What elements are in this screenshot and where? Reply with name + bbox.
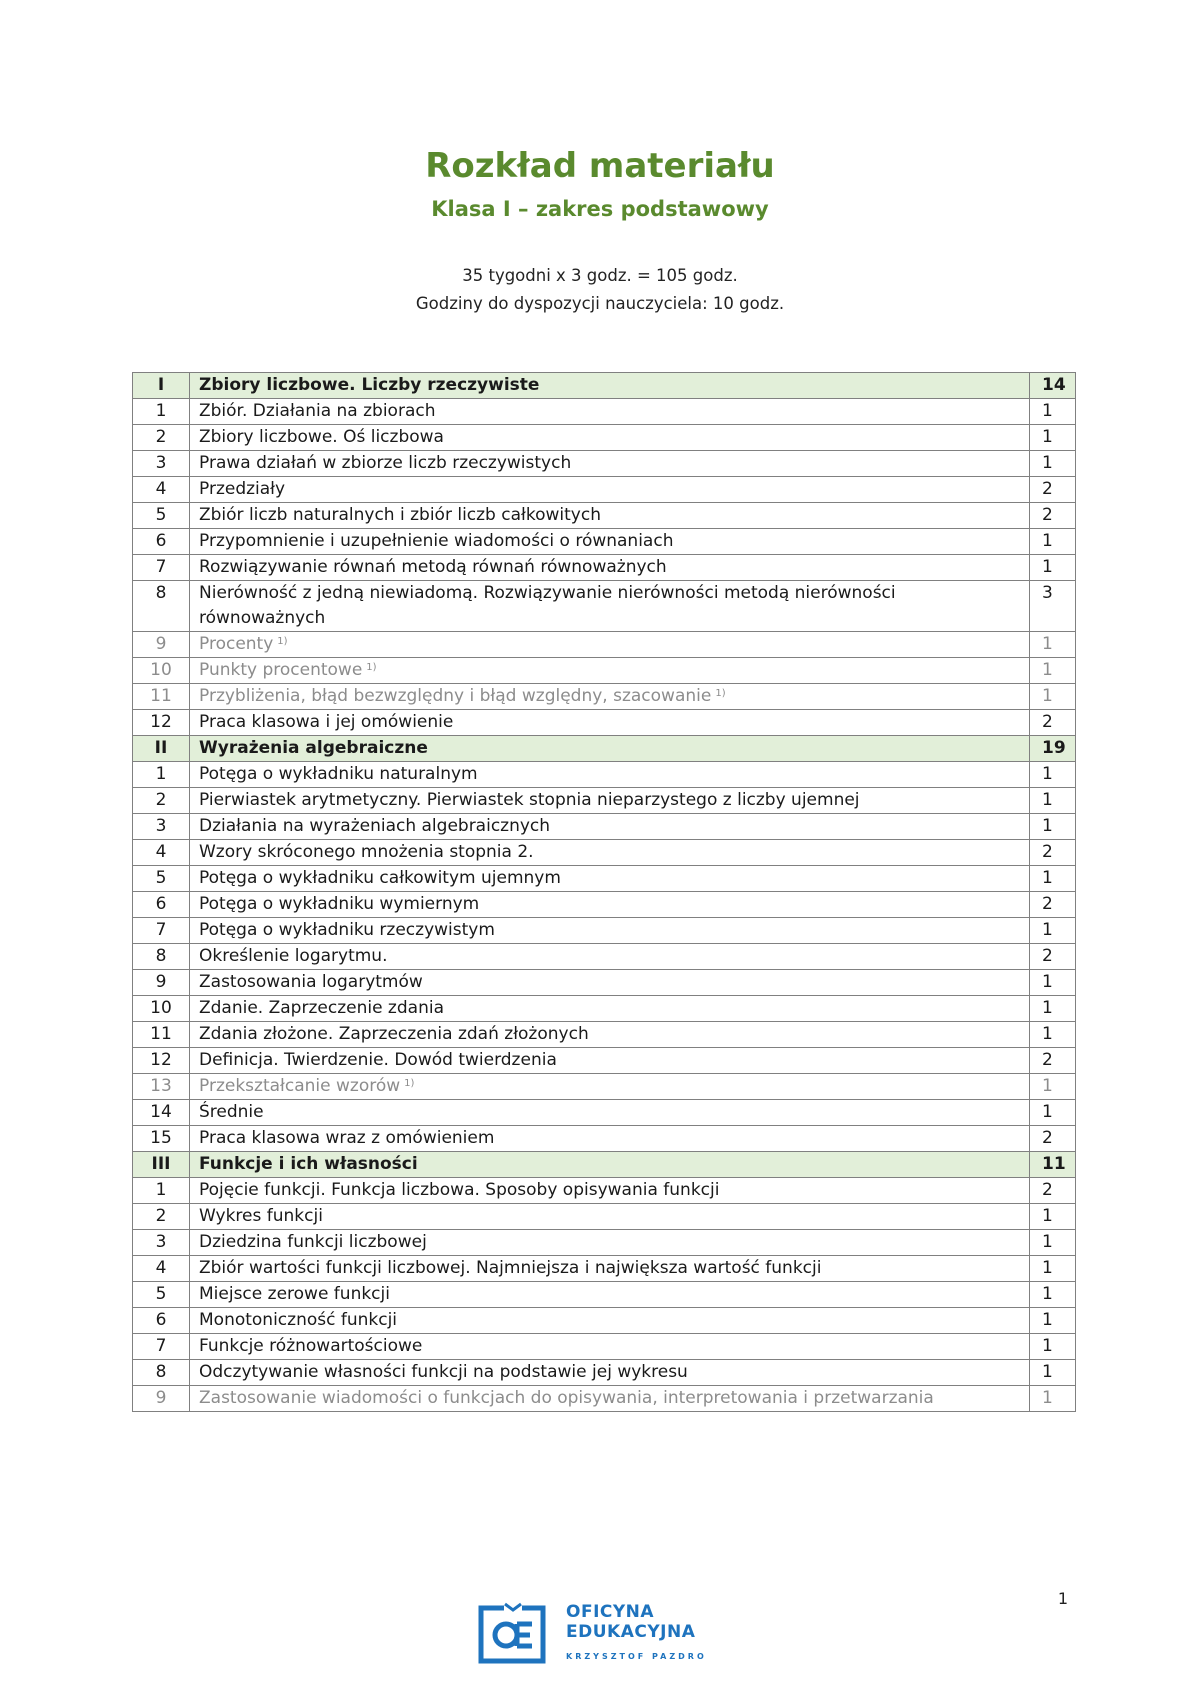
lesson-hours: 2: [1030, 840, 1076, 866]
table-row: [133, 684, 1076, 710]
lesson-hours: 1: [1030, 555, 1076, 581]
lesson-topic-cell: [190, 1282, 1030, 1308]
lesson-hours: 1: [1030, 762, 1076, 788]
table-row: [133, 503, 1076, 529]
lesson-topic: Przybliżenia, błąd bezwzględny i błąd względny, szacowanie: [199, 686, 712, 706]
lesson-number: 2: [133, 425, 190, 451]
lesson-topic: Dziedzina funkcji liczbowej: [199, 1232, 427, 1252]
lesson-topic: Miejsce zerowe funkcji: [199, 1284, 390, 1304]
table-row: [133, 529, 1076, 555]
table-row: [133, 1074, 1076, 1100]
lesson-number: 7: [133, 918, 190, 944]
table-row: [133, 1126, 1076, 1152]
lesson-hours: 1: [1030, 1100, 1076, 1126]
lesson-hours: 1: [1030, 970, 1076, 996]
lesson-number: 10: [133, 658, 190, 684]
lesson-topic: Działania na wyrażeniach algebraicznych: [199, 816, 551, 836]
lesson-topic-cell: [190, 918, 1030, 944]
lesson-number: 6: [133, 529, 190, 555]
table-row: [133, 944, 1076, 970]
lesson-topic-cell: [190, 1204, 1030, 1230]
table-row: [133, 451, 1076, 477]
lesson-topic-cell: [190, 1256, 1030, 1282]
lesson-hours: 1: [1030, 425, 1076, 451]
table-row: [133, 1334, 1076, 1360]
lesson-topic: Wzory skróconego mnożenia stopnia 2.: [199, 842, 534, 862]
table-row: [133, 918, 1076, 944]
lesson-topic: Nierówność z jedną niewiadomą. Rozwiązywanie nierówności metodą nierówności równoważnych: [199, 583, 896, 628]
lesson-number: 2: [133, 788, 190, 814]
table-row: [133, 814, 1076, 840]
table-row: [133, 1256, 1076, 1282]
lesson-topic: Monotoniczność funkcji: [199, 1310, 398, 1330]
lesson-hours: 1: [1030, 1204, 1076, 1230]
table-row: [133, 581, 1076, 632]
lesson-number: 3: [133, 814, 190, 840]
lesson-hours: 1: [1030, 1074, 1076, 1100]
page-subtitle: Klasa I – zakres podstawowy: [431, 197, 769, 221]
section-title: Wyrażenia algebraiczne: [190, 736, 1030, 762]
lesson-topic: Przedziały: [199, 479, 286, 499]
lesson-number: 1: [133, 399, 190, 425]
lesson-topic: Wykres funkcji: [199, 1206, 323, 1226]
lesson-topic-cell: [190, 944, 1030, 970]
table-row: [133, 892, 1076, 918]
lesson-topic-cell: [190, 632, 1030, 658]
lesson-topic-cell: [190, 451, 1030, 477]
table-row: [133, 658, 1076, 684]
oe-monogram-logo-icon: [478, 1600, 548, 1664]
lesson-number: 1: [133, 1178, 190, 1204]
lesson-hours: 2: [1030, 944, 1076, 970]
lesson-number: 9: [133, 970, 190, 996]
lesson-topic: Definicja. Twierdzenie. Dowód twierdzenia: [199, 1050, 557, 1070]
section-header-row: [133, 736, 1076, 762]
lesson-topic-cell: [190, 840, 1030, 866]
lesson-topic-cell: [190, 425, 1030, 451]
lesson-number: 9: [133, 1386, 190, 1412]
lesson-topic: Odczytywanie własności funkcji na podstawie jej wykresu: [199, 1362, 688, 1382]
lesson-topic-cell: [190, 1126, 1030, 1152]
lesson-number: 9: [133, 632, 190, 658]
table-row: [133, 1282, 1076, 1308]
lesson-number: 4: [133, 1256, 190, 1282]
lesson-topic-cell: [190, 1308, 1030, 1334]
lesson-topic-cell: [190, 477, 1030, 503]
lesson-topic: Pojęcie funkcji. Funkcja liczbowa. Sposoby opisywania funkcji: [199, 1180, 720, 1200]
lesson-topic: Zdanie. Zaprzeczenie zdania: [199, 998, 444, 1018]
page-number: 1: [1057, 1589, 1068, 1608]
lesson-topic-cell: [190, 658, 1030, 684]
lesson-topic: Zastosowanie wiadomości o funkcjach do opisywania, interpretowania i przetwarzania: [199, 1388, 934, 1408]
lesson-hours: 1: [1030, 529, 1076, 555]
lesson-topic-cell: [190, 710, 1030, 736]
lesson-hours: 1: [1030, 788, 1076, 814]
lesson-topic-cell: [190, 970, 1030, 996]
lesson-number: 14: [133, 1100, 190, 1126]
lesson-number: 3: [133, 1230, 190, 1256]
table-row: [133, 996, 1076, 1022]
table-row: [133, 632, 1076, 658]
lesson-topic-cell: [190, 788, 1030, 814]
footnote-marker: 1): [715, 688, 726, 699]
lesson-number: 8: [133, 944, 190, 970]
lesson-topic: Potęga o wykładniku całkowitym ujemnym: [199, 868, 561, 888]
lesson-topic: Zbiory liczbowe. Oś liczbowa: [199, 427, 444, 447]
lesson-number: 7: [133, 555, 190, 581]
lesson-hours: 2: [1030, 1048, 1076, 1074]
lesson-topic: Praca klasowa wraz z omówieniem: [199, 1128, 495, 1148]
section-title: Funkcje i ich własności: [190, 1152, 1030, 1178]
lesson-hours: 1: [1030, 866, 1076, 892]
lesson-hours: 1: [1030, 814, 1076, 840]
logo-text-line2: EDUKACYJNA: [566, 1622, 696, 1642]
lesson-number: 4: [133, 477, 190, 503]
lesson-hours: 1: [1030, 1022, 1076, 1048]
lesson-topic: Prawa działań w zbiorze liczb rzeczywistych: [199, 453, 572, 473]
lesson-number: 8: [133, 581, 190, 632]
lesson-topic-cell: [190, 866, 1030, 892]
lesson-number: 5: [133, 1282, 190, 1308]
lesson-hours: 2: [1030, 503, 1076, 529]
lesson-number: 12: [133, 1048, 190, 1074]
lesson-hours: 2: [1030, 1126, 1076, 1152]
lesson-topic: Punkty procentowe: [199, 660, 363, 680]
lesson-topic-cell: [190, 399, 1030, 425]
lesson-number: 2: [133, 1204, 190, 1230]
lesson-hours: 2: [1030, 477, 1076, 503]
publisher-logo: [478, 1600, 718, 1670]
section-number: I: [133, 373, 190, 399]
table-row: [133, 1204, 1076, 1230]
table-row: [133, 970, 1076, 996]
table-row: [133, 555, 1076, 581]
footnote-marker: 1): [277, 636, 288, 647]
footnote-marker: 1): [366, 662, 377, 673]
lesson-hours: 1: [1030, 632, 1076, 658]
table-row: [133, 1048, 1076, 1074]
lesson-topic-cell: [190, 1386, 1030, 1412]
lesson-hours: 3: [1030, 581, 1076, 632]
lesson-number: 4: [133, 840, 190, 866]
footnote-marker: 1): [404, 1078, 415, 1089]
lesson-topic-cell: [190, 581, 1030, 632]
lesson-number: 11: [133, 1022, 190, 1048]
section-number: II: [133, 736, 190, 762]
lesson-topic: Zastosowania logarytmów: [199, 972, 423, 992]
lesson-topic-cell: [190, 892, 1030, 918]
lesson-hours: 1: [1030, 1282, 1076, 1308]
logo-author: KRZYSZTOF PAZDRO: [566, 1652, 707, 1661]
lesson-topic-cell: [190, 1022, 1030, 1048]
lesson-number: 12: [133, 710, 190, 736]
lesson-hours: 1: [1030, 1386, 1076, 1412]
page-title: Rozkład materiału: [425, 146, 775, 186]
lesson-number: 10: [133, 996, 190, 1022]
section-header-row: [133, 373, 1076, 399]
lesson-hours: 1: [1030, 658, 1076, 684]
lesson-hours: 1: [1030, 996, 1076, 1022]
lesson-topic-cell: [190, 814, 1030, 840]
table-row: [133, 1022, 1076, 1048]
lesson-topic-cell: [190, 1360, 1030, 1386]
lesson-topic: Przypomnienie i uzupełnienie wiadomości o równaniach: [199, 531, 674, 551]
lesson-number: 7: [133, 1334, 190, 1360]
lesson-number: 1: [133, 762, 190, 788]
section-hours: 11: [1030, 1152, 1076, 1178]
section-number: III: [133, 1152, 190, 1178]
lesson-number: 5: [133, 503, 190, 529]
lesson-topic: Zbiór. Działania na zbiorach: [199, 401, 436, 421]
lesson-topic: Przekształcanie wzorów: [199, 1076, 401, 1096]
lesson-number: 6: [133, 892, 190, 918]
lesson-topic-cell: [190, 684, 1030, 710]
section-hours: 14: [1030, 373, 1076, 399]
lesson-topic-cell: [190, 762, 1030, 788]
teacher-hours-note: Godziny do dyspozycji nauczyciela: 10 godz.: [415, 294, 785, 313]
lesson-number: 3: [133, 451, 190, 477]
lesson-topic-cell: [190, 1230, 1030, 1256]
lesson-topic: Procenty: [199, 634, 274, 654]
lesson-hours: 1: [1030, 1360, 1076, 1386]
lesson-topic: Zdania złożone. Zaprzeczenia zdań złożonych: [199, 1024, 589, 1044]
lesson-topic: Funkcje różnowartościowe: [199, 1336, 423, 1356]
table-row: [133, 399, 1076, 425]
lesson-number: 15: [133, 1126, 190, 1152]
lesson-topic: Potęga o wykładniku rzeczywistym: [199, 920, 495, 940]
table-row: [133, 1308, 1076, 1334]
lesson-topic-cell: [190, 1048, 1030, 1074]
table-row: [133, 1100, 1076, 1126]
table-row: [133, 762, 1076, 788]
lesson-topic-cell: [190, 503, 1030, 529]
lesson-number: 6: [133, 1308, 190, 1334]
table-row: [133, 840, 1076, 866]
lesson-hours: 2: [1030, 710, 1076, 736]
lesson-hours: 1: [1030, 1256, 1076, 1282]
hours-summary: 35 tygodni x 3 godz. = 105 godz.: [462, 266, 738, 285]
table-row: [133, 1178, 1076, 1204]
lesson-number: 8: [133, 1360, 190, 1386]
table-row: [133, 1386, 1076, 1412]
lesson-topic-cell: [190, 1334, 1030, 1360]
table-row: [133, 425, 1076, 451]
lesson-topic-cell: [190, 996, 1030, 1022]
section-header-row: [133, 1152, 1076, 1178]
lesson-topic: Potęga o wykładniku wymiernym: [199, 894, 480, 914]
lesson-number: 11: [133, 684, 190, 710]
lesson-topic: Zbiór liczb naturalnych i zbiór liczb całkowitych: [199, 505, 601, 525]
lesson-topic-cell: [190, 529, 1030, 555]
lesson-topic-cell: [190, 1074, 1030, 1100]
table-row: [133, 866, 1076, 892]
lesson-topic-cell: [190, 1178, 1030, 1204]
logo-text-line1: OFICYNA: [566, 1602, 655, 1622]
lesson-hours: 1: [1030, 684, 1076, 710]
table-row: [133, 1230, 1076, 1256]
section-title: Zbiory liczbowe. Liczby rzeczywiste: [190, 373, 1030, 399]
table-row: [133, 1360, 1076, 1386]
lesson-number: 13: [133, 1074, 190, 1100]
lesson-hours: 1: [1030, 1230, 1076, 1256]
lesson-topic: Określenie logarytmu.: [199, 946, 388, 966]
table-row: [133, 710, 1076, 736]
syllabus-table: [132, 372, 1076, 1412]
lesson-number: 5: [133, 866, 190, 892]
lesson-hours: 2: [1030, 1178, 1076, 1204]
lesson-hours: 1: [1030, 1308, 1076, 1334]
lesson-hours: 1: [1030, 451, 1076, 477]
lesson-topic: Potęga o wykładniku naturalnym: [199, 764, 478, 784]
lesson-topic: Rozwiązywanie równań metodą równań równoważnych: [199, 557, 667, 577]
section-hours: 19: [1030, 736, 1076, 762]
table-row: [133, 788, 1076, 814]
lesson-hours: 1: [1030, 918, 1076, 944]
lesson-hours: 1: [1030, 399, 1076, 425]
lesson-hours: 1: [1030, 1334, 1076, 1360]
lesson-topic-cell: [190, 1100, 1030, 1126]
lesson-topic: Zbiór wartości funkcji liczbowej. Najmniejsza i największa wartość funkcji: [199, 1258, 822, 1278]
lesson-hours: 2: [1030, 892, 1076, 918]
lesson-topic: Praca klasowa i jej omówienie: [199, 712, 454, 732]
lesson-topic-cell: [190, 555, 1030, 581]
table-row: [133, 477, 1076, 503]
lesson-topic: Pierwiastek arytmetyczny. Pierwiastek stopnia nieparzystego z liczby ujemnej: [199, 790, 860, 810]
lesson-topic: Średnie: [199, 1102, 264, 1122]
